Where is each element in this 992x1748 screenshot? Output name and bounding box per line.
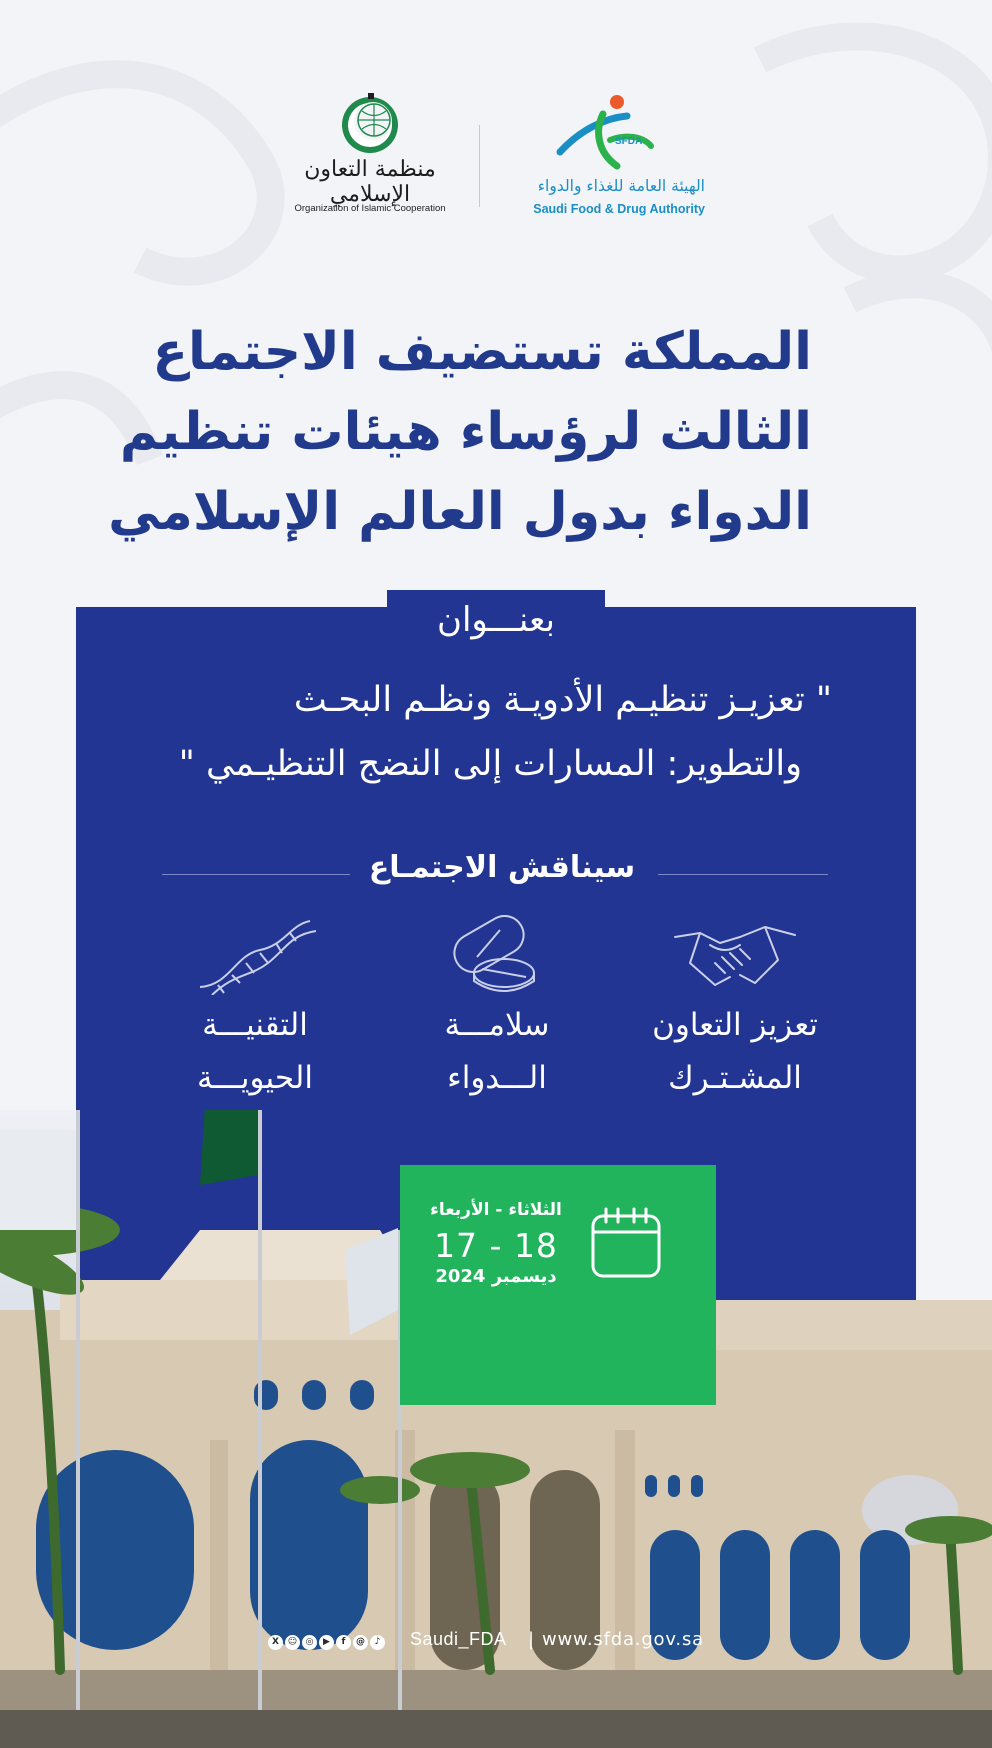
calendar-icon xyxy=(588,1206,664,1282)
instagram-icon[interactable]: ◎ xyxy=(302,1635,317,1650)
topics-list xyxy=(160,915,840,1095)
website-link[interactable]: www.sfda.gov.sa xyxy=(542,1629,704,1650)
topic-biotechnology-line-1: التقنيـــة xyxy=(202,1007,308,1043)
youtube-icon[interactable]: ▶ xyxy=(319,1635,334,1650)
logo-divider xyxy=(479,125,480,207)
headline-line-3: الدواء بدول العالم الإسلامي xyxy=(108,482,812,542)
oic-english-name: Organization of Islamic Cooperation xyxy=(294,203,446,214)
tiktok-icon[interactable]: ♪ xyxy=(370,1635,385,1650)
headline-line-2: الثالث لرؤساء هيئات تنظيم xyxy=(119,402,812,462)
topic-biotechnology-line-2: الحيويـــة xyxy=(197,1060,313,1096)
sfda-english-name: Saudi Food & Drug Authority xyxy=(533,202,705,216)
topic-drug-safety-line-2: الـــدواء xyxy=(447,1060,547,1096)
social-handle[interactable]: Saudi_FDA xyxy=(410,1629,507,1649)
sfda-arabic-name: الهيئة العامة للغذاء والدواء xyxy=(537,177,705,195)
threads-icon[interactable]: @ xyxy=(353,1635,368,1650)
panel-heading: بعنـــوان xyxy=(437,600,555,640)
divider-left xyxy=(162,874,350,875)
meeting-subtitle xyxy=(112,668,832,796)
topic-cooperation xyxy=(640,915,830,1095)
social-icons xyxy=(268,1632,387,1652)
date-days: الثلاثاء - الأربعاء xyxy=(430,1200,562,1220)
handshake-icon xyxy=(670,915,800,995)
x-icon[interactable]: X xyxy=(268,1635,283,1650)
sfda-mark: SFDA xyxy=(615,136,643,147)
topic-cooperation-line-2: المشـتـرك xyxy=(668,1060,802,1096)
topic-drug-safety xyxy=(402,915,592,1095)
dna-icon xyxy=(190,915,320,995)
sfda-logo xyxy=(505,85,705,225)
discuss-label: سيناقش الاجتمـاع xyxy=(368,850,636,885)
divider-right xyxy=(658,874,828,875)
topic-biotechnology xyxy=(160,915,350,1095)
snapchat-icon[interactable]: ☺ xyxy=(285,1635,300,1650)
pills-icon xyxy=(432,915,562,995)
oic-logo xyxy=(285,85,455,225)
topic-drug-safety-line-1: سلامـــة xyxy=(444,1007,550,1043)
headline-line-1: المملكة تستضيف الاجتماع xyxy=(152,322,812,382)
subtitle-line-2: والتطوير: المسارات إلى النضج التنظيـمي " xyxy=(178,744,802,784)
topic-cooperation-line-1: تعزيز التعاون xyxy=(652,1007,818,1043)
sfda-emblem-icon xyxy=(555,90,655,175)
footer-separator: | xyxy=(528,1629,535,1650)
partner-logos xyxy=(0,85,992,225)
footer-contact xyxy=(262,1629,732,1655)
facebook-icon[interactable]: f xyxy=(336,1635,351,1650)
oic-emblem-icon xyxy=(335,91,405,161)
oic-arabic-name: منظمة التعاون الإسلامي xyxy=(304,157,436,207)
subtitle-line-1: " تعزيـز تنظيـم الأدويـة ونظـم البحـث xyxy=(293,680,832,720)
date-month-year: ديسمبر 2024 xyxy=(435,1266,557,1287)
discuss-section-header xyxy=(162,850,828,890)
headline xyxy=(108,312,812,552)
date-numbers: 17 - 18 xyxy=(434,1226,558,1265)
